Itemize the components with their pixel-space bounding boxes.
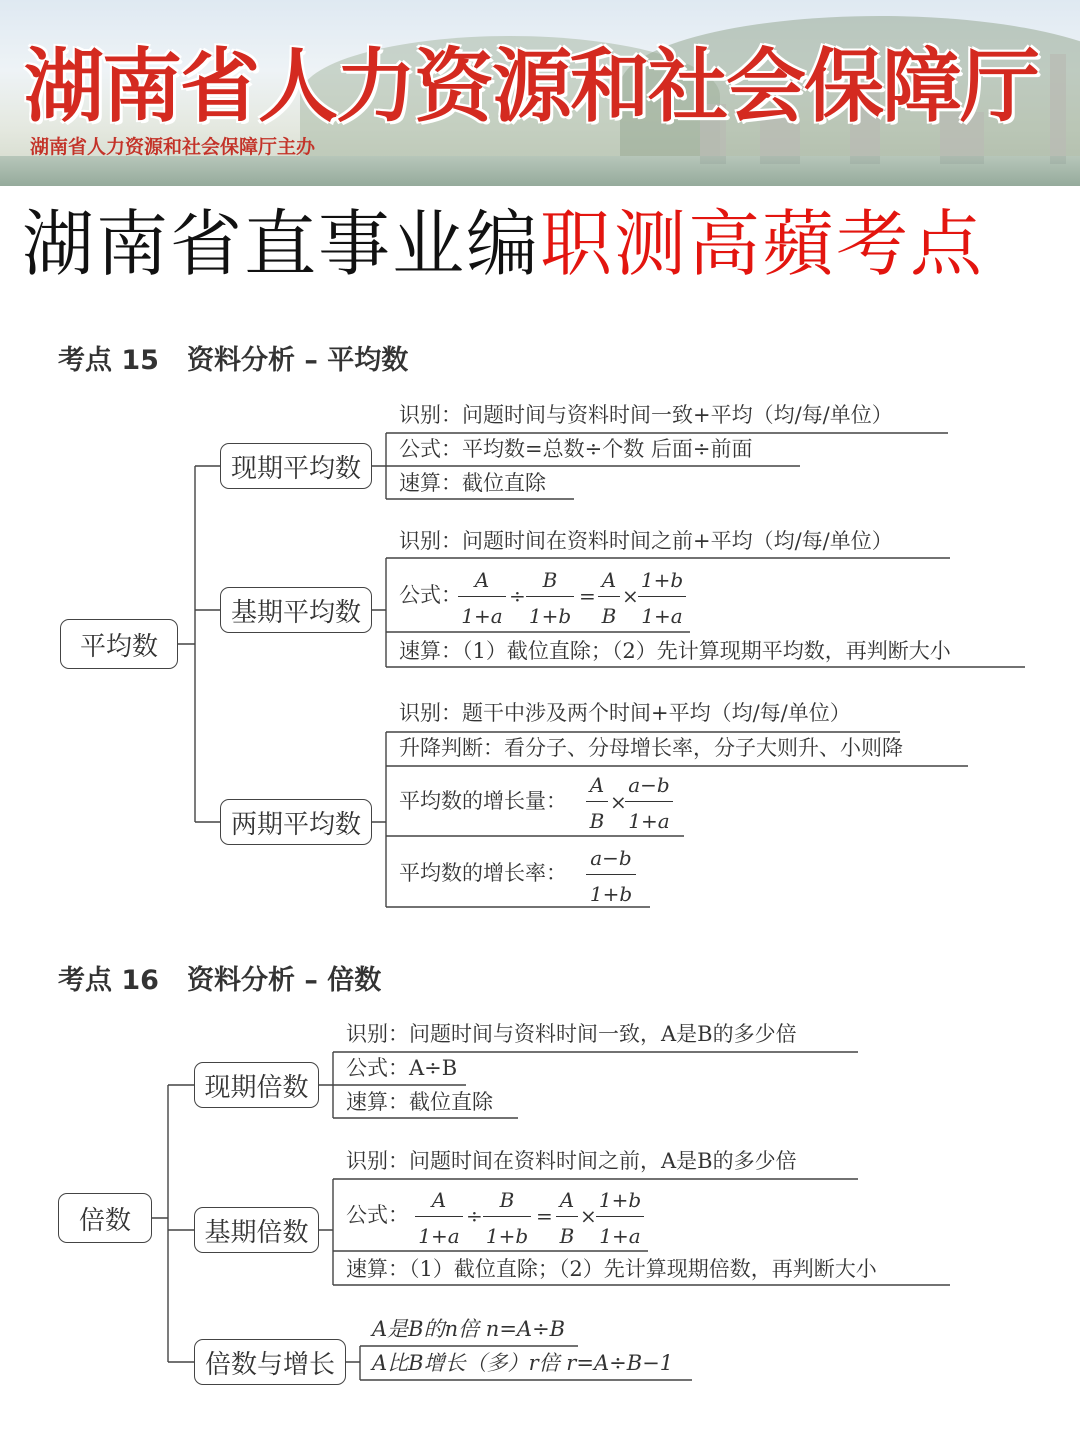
headline-part1: 湖南省直事业编	[22, 202, 541, 286]
frac-numerator: B	[499, 1188, 515, 1212]
equals-sign: =	[536, 1204, 553, 1228]
branch-two-period-average: 两期平均数	[220, 799, 372, 845]
branch-base-multiple: 基期倍数	[194, 1207, 319, 1253]
frac-numerator: B	[542, 568, 558, 592]
frac-numerator: 1+b	[598, 1188, 642, 1212]
frac-numerator: A	[601, 568, 617, 592]
s16-b2-quick: 速算：（1）截位直除；（2）先计算现期倍数，再判断大小	[346, 1257, 877, 1281]
frac-numerator: a−b	[628, 773, 670, 797]
frac-denominator: B	[559, 1224, 575, 1248]
fraction-bar	[638, 596, 686, 597]
frac-numerator: 1+b	[640, 568, 684, 592]
root-node-average: 平均数	[60, 619, 178, 669]
divide-sign: ÷	[509, 584, 526, 608]
frac-numerator: A	[559, 1188, 575, 1212]
s16-b3-n-times: A是B的n倍 n=A÷B	[372, 1317, 566, 1341]
section-15-text: 资料分析 – 平均数	[186, 345, 409, 376]
frac-denominator: 1+b	[528, 604, 572, 628]
frac-numerator: A	[474, 568, 490, 592]
branch-current-average: 现期平均数	[220, 443, 372, 489]
section-16-text: 资料分析 – 倍数	[186, 965, 382, 996]
branch-current-multiple: 现期倍数	[194, 1062, 319, 1108]
s16-b3-r-times: A比B增长（多）r倍 r=A÷B−1	[372, 1351, 674, 1375]
s15-b1-identify: 识别：问题时间与资料时间一致+平均（均/每/单位）	[399, 403, 893, 427]
fraction-bar	[415, 1216, 463, 1217]
s15-b3-trend: 升降判断：看分子、分母增长率，分子大则升、小则降	[399, 736, 903, 760]
times-sign: ×	[610, 790, 627, 814]
frac-numerator: A	[431, 1188, 447, 1212]
frac-denominator: B	[601, 604, 617, 628]
section-16-number: 考点 16	[58, 965, 159, 996]
s15-b2-formula-label: 公式：	[399, 583, 462, 607]
frac-denominator: 1+a	[641, 604, 683, 628]
frac-denominator: 1+b	[485, 1224, 529, 1248]
fraction-bar	[586, 801, 608, 802]
s15-b2-quick: 速算：（1）截位直除；（2）先计算现期平均数，再判断大小	[399, 639, 951, 663]
frac-denominator: B	[589, 809, 605, 833]
fraction-bar	[596, 1216, 644, 1217]
root-node-multiple: 倍数	[58, 1193, 152, 1243]
frac-denominator: 1+a	[418, 1224, 460, 1248]
frac-numerator: a−b	[590, 846, 632, 870]
s15-b3-growth-amount-label: 平均数的增长量：	[399, 789, 567, 813]
s15-b1-formula: 公式：平均数=总数÷个数 后面÷前面	[399, 437, 753, 461]
fraction-bar	[598, 596, 620, 597]
branch-base-average: 基期平均数	[220, 587, 372, 633]
frac-denominator: 1+a	[628, 809, 670, 833]
s16-b1-formula: 公式：A÷B	[346, 1056, 458, 1080]
equals-sign: =	[579, 584, 596, 608]
frac-denominator: 1+b	[589, 882, 633, 906]
s15-b2-identify: 识别：问题时间在资料时间之前+平均（均/每/单位）	[399, 529, 893, 553]
frac-denominator: 1+a	[599, 1224, 641, 1248]
branch-multiple-growth: 倍数与增长	[194, 1339, 346, 1385]
banner-title: 湖南省人力资源和社会保障厅	[24, 40, 1038, 133]
section-16-title	[58, 958, 409, 997]
times-sign: ×	[622, 584, 639, 608]
banner-subtitle: 湖南省人力资源和社会保障厅主办	[30, 136, 316, 158]
fraction-bar	[526, 596, 574, 597]
s16-b1-quick: 速算：截位直除	[346, 1090, 493, 1114]
s16-b1-identify: 识别：问题时间与资料时间一致，A是B的多少倍	[346, 1022, 797, 1046]
s15-b3-growth-rate-label: 平均数的增长率：	[399, 861, 567, 885]
fraction-bar	[458, 596, 506, 597]
section-15-number: 考点 15	[58, 345, 159, 376]
fraction-bar	[483, 1216, 531, 1217]
fraction-bar	[556, 1216, 578, 1217]
fraction-bar	[586, 874, 636, 875]
s16-b2-formula-label: 公式：	[346, 1203, 409, 1227]
s16-b2-identify: 识别：问题时间在资料时间之前，A是B的多少倍	[346, 1149, 797, 1173]
s15-b1-quick: 速算：截位直除	[399, 471, 546, 495]
s15-b3-identify: 识别：题干中涉及两个时间+平均（均/每/单位）	[399, 701, 851, 725]
frac-numerator: A	[589, 773, 605, 797]
fraction-bar	[625, 801, 673, 802]
divide-sign: ÷	[466, 1204, 483, 1228]
times-sign: ×	[580, 1204, 597, 1228]
headline-part2: 职测高蘋考点	[540, 202, 985, 286]
frac-denominator: 1+a	[461, 604, 503, 628]
